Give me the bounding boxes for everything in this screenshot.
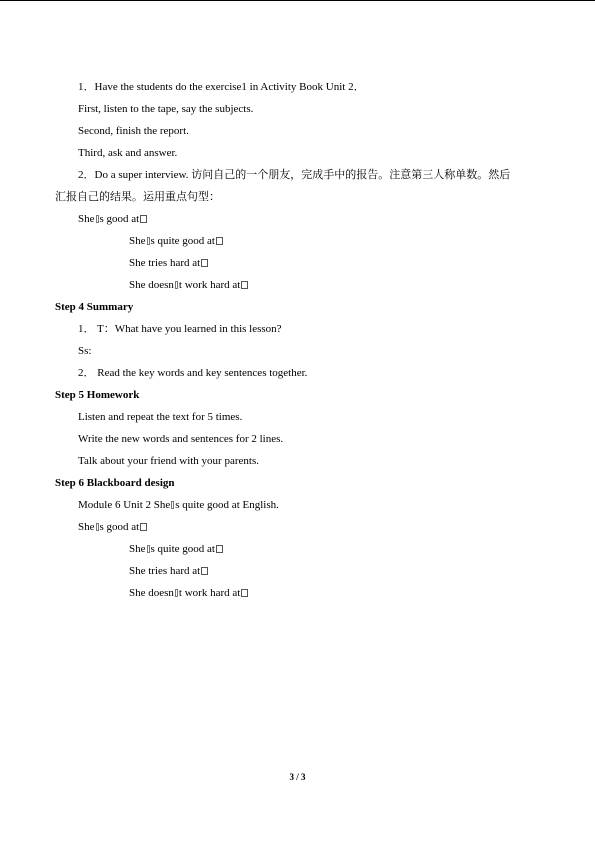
sentence-good-at xyxy=(78,212,147,226)
text-fragment: t work hard at xyxy=(178,587,241,599)
section-heading-summary xyxy=(55,300,133,314)
paragraph-first xyxy=(78,102,253,116)
text-fragment: s good at xyxy=(99,213,140,225)
text-fragment: She xyxy=(129,543,146,555)
text-fragment: She xyxy=(78,521,95,533)
missing-glyph-icon xyxy=(175,589,178,597)
section-heading-blackboard xyxy=(55,476,175,490)
section-heading-homework xyxy=(55,388,139,402)
paragraph-text: Third, ask and answer. xyxy=(78,147,178,159)
blackboard-tries-hard-at xyxy=(129,564,208,578)
paragraph-write-words xyxy=(78,432,283,446)
missing-glyph-icon xyxy=(147,237,150,245)
text-fragment: s quite good at xyxy=(150,235,215,247)
heading-text: Step 4 Summary xyxy=(55,301,134,313)
sentence-tries-hard-at xyxy=(129,256,208,270)
text-fragment: She tries hard at xyxy=(129,565,201,577)
missing-glyph-icon xyxy=(241,589,248,597)
missing-glyph-icon xyxy=(140,523,147,531)
missing-glyph-icon xyxy=(171,501,174,509)
paragraph-second xyxy=(78,124,189,138)
paragraph-read-together xyxy=(78,366,307,380)
heading-text: Step 6 Blackboard design xyxy=(55,477,175,489)
text-fragment: s quite good at xyxy=(150,543,215,555)
paragraph-text: 2．Do a super interview. 访问自己的一个朋友，完成手中的报告。注意第三人称单数。然后汇报自己的结果。运用重点句型： xyxy=(55,169,511,203)
page-top-rule xyxy=(0,0,595,1)
missing-glyph-icon xyxy=(96,523,99,531)
missing-glyph-icon xyxy=(140,215,147,223)
paragraph-exercise xyxy=(78,80,365,94)
paragraph-text: Listen and repeat the text for 5 times. xyxy=(78,411,243,423)
paragraph-text: First, listen to the tape, say the subjects. xyxy=(78,103,254,115)
paragraph-text: 2． Read the key words and key sentences together. xyxy=(78,367,308,379)
sentence-quite-good-at xyxy=(129,234,223,248)
blackboard-title xyxy=(78,498,279,512)
text-fragment: t work hard at xyxy=(178,279,241,291)
paragraph-talk-friend xyxy=(78,454,259,468)
blackboard-quite-good-at xyxy=(129,542,223,556)
text-fragment: s good at xyxy=(99,521,140,533)
text-fragment: She tries hard at xyxy=(129,257,201,269)
blackboard-doesnt-work-hard-at xyxy=(129,586,248,600)
missing-glyph-icon xyxy=(216,545,223,553)
paragraph-text: Write the new words and sentences for 2 lines. xyxy=(78,433,284,445)
missing-glyph-icon xyxy=(147,545,150,553)
text-fragment: She xyxy=(129,235,146,247)
paragraph-teacher-question xyxy=(78,322,282,336)
paragraph-text: 1． T：What have you learned in this lesson? xyxy=(78,323,282,335)
text-fragment: Module 6 Unit 2 She xyxy=(78,499,171,511)
text-fragment: She doesn xyxy=(129,587,174,599)
paragraph-text: Second, finish the report. xyxy=(78,125,189,137)
text-fragment: She xyxy=(78,213,95,225)
page-number: 3 / 3 xyxy=(289,772,306,782)
sentence-doesnt-work-hard-at xyxy=(129,278,248,292)
text-fragment: s quite good at English. xyxy=(175,499,279,511)
missing-glyph-icon xyxy=(201,259,208,267)
heading-text: Step 5 Homework xyxy=(55,389,140,401)
missing-glyph-icon xyxy=(241,281,248,289)
paragraph-third xyxy=(78,146,177,160)
paragraph-text: Ss: xyxy=(78,345,92,357)
missing-glyph-icon xyxy=(201,567,208,575)
missing-glyph-icon xyxy=(175,281,178,289)
paragraph-interview xyxy=(55,164,520,208)
paragraph-text: Talk about your friend with your parents. xyxy=(78,455,259,467)
missing-glyph-icon xyxy=(216,237,223,245)
text-fragment: She doesn xyxy=(129,279,174,291)
blackboard-good-at xyxy=(78,520,147,534)
paragraph-listen-repeat xyxy=(78,410,242,424)
paragraph-students xyxy=(78,344,91,358)
missing-glyph-icon xyxy=(96,215,99,223)
paragraph-text: 1．Have the students do the exercise1 in Activity Book Unit 2． xyxy=(78,81,365,93)
